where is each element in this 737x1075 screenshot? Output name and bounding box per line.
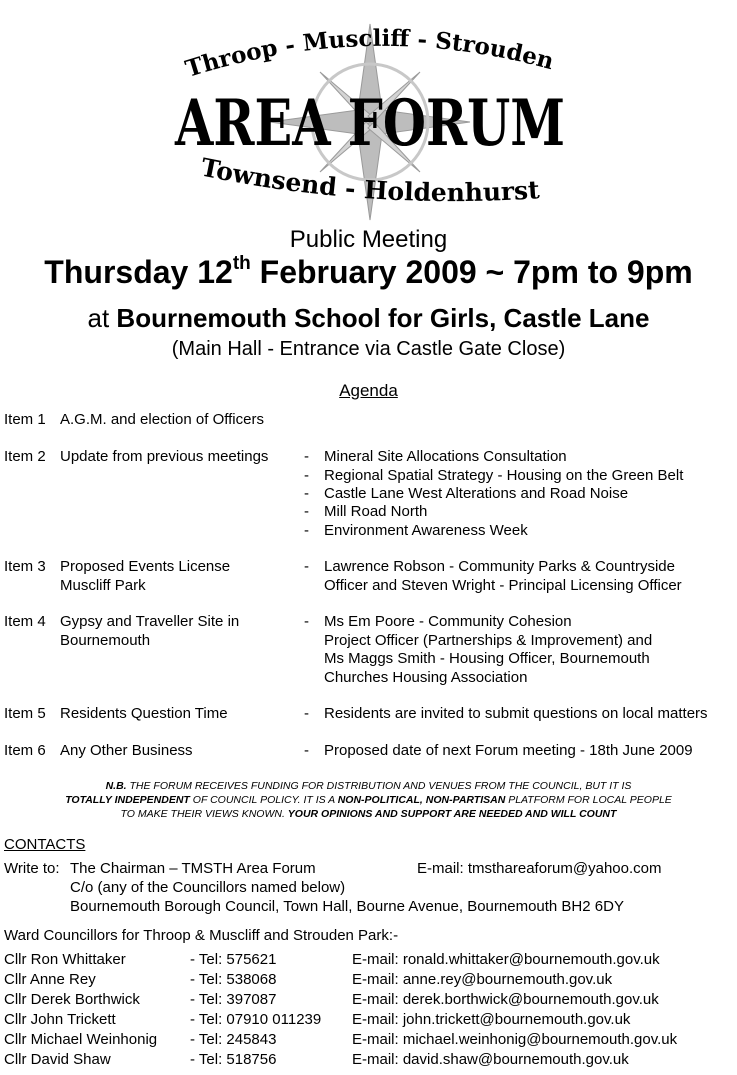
date-ordinal: th xyxy=(232,253,251,274)
councillor-name: Cllr Derek Borthwick xyxy=(4,991,140,1008)
agenda-dash: - xyxy=(304,742,309,759)
agenda-item-number: Item 3 xyxy=(4,558,46,575)
agenda-item-number: Item 1 xyxy=(4,411,46,428)
public-meeting-label: Public Meeting xyxy=(289,226,448,253)
agenda-detail: Residents are invited to submit questions on local matters xyxy=(324,705,708,722)
agenda-detail: Mill Road North xyxy=(324,503,428,520)
councillor-email[interactable]: E-mail: derek.borthwick@bournemouth.gov.uk xyxy=(352,991,659,1008)
logo-bottom-text: Townsend - Holdenhurst xyxy=(198,152,541,208)
councillor-name: Cllr Anne Rey xyxy=(4,971,96,988)
agenda-dash: - xyxy=(304,522,309,539)
meeting-date xyxy=(0,254,737,291)
nb-text: PLATFORM FOR LOCAL PEOPLE xyxy=(505,794,672,806)
agenda-detail: Lawrence Robson - Community Parks & Countryside xyxy=(324,558,675,575)
agenda-dash: - xyxy=(304,705,309,722)
ward-councillors-heading: Ward Councillors for Throop & Muscliff and Strouden Park:- xyxy=(4,927,399,944)
agenda-dash: - xyxy=(304,558,309,575)
agenda-detail: Castle Lane West Alterations and Road Noise xyxy=(324,485,629,502)
agenda-item-title: Proposed Events License xyxy=(60,558,231,575)
contacts-heading: CONTACTS xyxy=(4,836,86,853)
councillor-tel: - Tel: 575621 xyxy=(190,951,277,968)
agenda-item-title: Update from previous meetings xyxy=(60,448,269,465)
nb-bold-text: TOTALLY INDEPENDENT xyxy=(65,794,190,806)
nb-notice-line xyxy=(0,780,737,792)
agenda-item-title: Muscliff Park xyxy=(60,577,146,594)
write-to-address: Bournemouth Borough Council, Town Hall, Bourne Avenue, Bournemouth BH2 6DY xyxy=(70,898,624,915)
agenda-detail: Mineral Site Allocations Consultation xyxy=(324,448,567,465)
councillor-tel: - Tel: 538068 xyxy=(190,971,277,988)
nb-bold-text: YOUR OPINIONS AND SUPPORT ARE NEEDED AND WILL COUNT xyxy=(287,808,617,820)
nb-label: N.B. xyxy=(105,780,127,792)
agenda-detail: Churches Housing Association xyxy=(324,669,528,686)
agenda-item-number: Item 6 xyxy=(4,742,46,759)
agenda-item-title: Gypsy and Traveller Site in xyxy=(60,613,240,630)
write-to-address: C/o (any of the Councillors named below) xyxy=(70,879,346,896)
agenda-dash: - xyxy=(304,448,309,465)
councillor-tel: - Tel: 518756 xyxy=(190,1051,277,1068)
write-to-address: The Chairman – TMSTH Area Forum xyxy=(70,860,316,877)
agenda-detail: Regional Spatial Strategy - Housing on the Green Belt xyxy=(324,467,684,484)
agenda-item-number: Item 5 xyxy=(4,705,46,722)
date-prefix: Thursday 12 xyxy=(44,254,233,290)
agenda-item-title: Any Other Business xyxy=(60,742,193,759)
agenda-item-title: Residents Question Time xyxy=(60,705,228,722)
agenda-dash: - xyxy=(304,613,309,630)
agenda-item-title: Bournemouth xyxy=(60,632,151,649)
agenda-detail: Officer and Steven Wright - Principal Licensing Officer xyxy=(324,577,682,594)
councillor-name: Cllr Ron Whittaker xyxy=(4,951,126,968)
venue-name: Bournemouth School for Girls, Castle Lane xyxy=(116,303,650,333)
councillor-email[interactable]: E-mail: michael.weinhonig@bournemouth.gov.uk xyxy=(352,1031,678,1048)
logo-top-text: Throop - Muscliff - Strouden xyxy=(182,24,557,83)
venue-detail: (Main Hall - Entrance via Castle Gate Close) xyxy=(171,338,566,360)
logo-main-text: AREA FORUM xyxy=(174,86,565,161)
nb-text: OF COUNCIL POLICY. IT IS A xyxy=(189,794,338,806)
venue-prefix: at xyxy=(87,303,117,333)
agenda-dash: - xyxy=(304,485,309,502)
nb-text: THE FORUM RECEIVES FUNDING FOR DISTRIBUTION AND VENUES FROM THE COUNCIL, BUT IT IS xyxy=(126,780,632,792)
forum-email[interactable]: E-mail: tmsthareaforum@yahoo.com xyxy=(417,860,662,877)
agenda-item-number: Item 4 xyxy=(4,613,46,630)
councillor-name: Cllr David Shaw xyxy=(4,1051,111,1068)
write-to-label: Write to: xyxy=(4,860,60,877)
agenda-detail: Proposed date of next Forum meeting - 18th June 2009 xyxy=(324,742,693,759)
agenda-dash: - xyxy=(304,467,309,484)
agenda-dash: - xyxy=(304,503,309,520)
date-rest: February 2009 ~ 7pm to 9pm xyxy=(250,254,693,290)
nb-bold-text: NON-POLITICAL, NON-PARTISAN xyxy=(337,794,506,806)
agenda-detail: Ms Maggs Smith - Housing Officer, Bournemouth xyxy=(324,650,650,667)
councillor-tel: - Tel: 245843 xyxy=(190,1031,277,1048)
venue xyxy=(0,303,737,334)
nb-notice-line xyxy=(0,808,737,820)
agenda-detail: Environment Awareness Week xyxy=(324,522,528,539)
agenda-detail: Ms Em Poore - Community Cohesion xyxy=(324,613,572,630)
councillor-email[interactable]: E-mail: john.trickett@bournemouth.gov.uk xyxy=(352,1011,631,1028)
councillor-tel: - Tel: 397087 xyxy=(190,991,277,1008)
agenda-heading: Agenda xyxy=(339,381,398,400)
agenda-item-number: Item 2 xyxy=(4,448,46,465)
councillor-email[interactable]: E-mail: david.shaw@bournemouth.gov.uk xyxy=(352,1051,629,1068)
councillor-name: Cllr Michael Weinhonig xyxy=(4,1031,158,1048)
councillor-email[interactable]: E-mail: anne.rey@bournemouth.gov.uk xyxy=(352,971,613,988)
agenda-detail: Project Officer (Partnerships & Improvement) and xyxy=(324,632,653,649)
agenda-item-title: A.G.M. and election of Officers xyxy=(60,411,264,428)
councillor-tel: - Tel: 07910 011239 xyxy=(190,1011,322,1028)
councillor-name: Cllr John Trickett xyxy=(4,1011,116,1028)
councillor-email[interactable]: E-mail: ronald.whittaker@bournemouth.gov.uk xyxy=(352,951,660,968)
nb-notice-line xyxy=(0,794,737,806)
area-forum-logo xyxy=(160,22,580,222)
nb-text: TO MAKE THEIR VIEWS KNOWN. xyxy=(120,808,288,820)
